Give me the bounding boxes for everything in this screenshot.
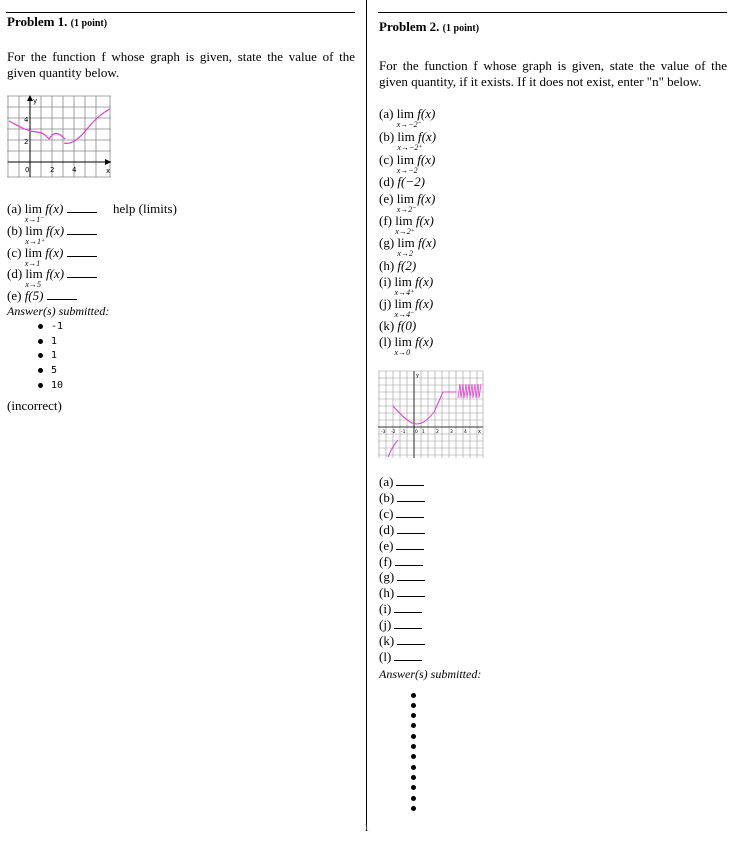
problem2-answer-row xyxy=(379,633,425,649)
problem2-part xyxy=(379,258,416,274)
answer-blank[interactable] xyxy=(397,522,425,534)
problem1-answers-label: Answer(s) submitted: xyxy=(7,304,110,318)
problem2-part xyxy=(379,274,434,297)
lim-subscript: x→−2⁺ xyxy=(397,143,423,152)
problem1-tick-y: 2 xyxy=(24,138,29,146)
lim-subscript: x→2 xyxy=(397,249,413,258)
answer-blank[interactable] xyxy=(394,617,422,629)
answer-label: (l) xyxy=(379,648,392,664)
answer-blank[interactable] xyxy=(396,506,424,518)
answer-blank[interactable] xyxy=(397,490,425,502)
bullet-dot xyxy=(411,754,416,759)
problem2-answer-row xyxy=(379,538,424,554)
part-label: (a) xyxy=(7,201,22,216)
problem1-tick-x: 4 xyxy=(72,166,77,174)
lim-subscript: x→2⁺ xyxy=(395,227,416,236)
part-label: (d) xyxy=(379,174,395,189)
problem1-part-a xyxy=(7,201,97,224)
function-expression: f(x) xyxy=(418,129,437,144)
lim-subscript: x→1 xyxy=(24,259,41,268)
problem1-tick-x: 0 xyxy=(25,166,30,174)
function-expression: f(x) xyxy=(45,201,64,216)
answer-label: (b) xyxy=(379,489,395,505)
function-expression: f(2) xyxy=(397,258,417,273)
problem2-statement: For the function f whose graph is given, state the value of the given quantity, if it exists. If it does not exist, enter "n" below. xyxy=(379,58,727,89)
problem2-curve-middle xyxy=(393,392,443,424)
limit-expression xyxy=(397,235,415,258)
part-label: (c) xyxy=(7,245,22,260)
problem2-part xyxy=(379,191,436,214)
bullet-dot xyxy=(411,703,416,708)
limit-expression xyxy=(25,266,43,289)
lim-subscript: x→2⁻ xyxy=(396,205,417,214)
lim-word: lim xyxy=(25,223,43,238)
bullet-dot xyxy=(411,713,416,718)
answer-blank-d[interactable] xyxy=(67,266,97,278)
page-number: 1 xyxy=(364,823,369,834)
problem2-part xyxy=(379,106,436,129)
function-expression: f(x) xyxy=(46,223,65,238)
problem2-oscillation xyxy=(458,384,481,398)
bullet-dot xyxy=(38,368,43,373)
bullet-dot xyxy=(38,339,43,344)
lim-subscript: x→−2 xyxy=(396,166,418,175)
problem2-tick-x: 0 xyxy=(415,430,418,435)
lim-word: lim xyxy=(396,191,415,206)
bullet-dot xyxy=(411,744,416,749)
lim-subscript: x→4⁺ xyxy=(394,288,415,297)
problem1-part-b xyxy=(7,223,97,246)
function-expression: f(x) xyxy=(417,191,436,206)
problem2-tick-x: 3 xyxy=(450,430,453,435)
submitted-answer xyxy=(38,380,63,391)
problem1-tick-y: 4 xyxy=(24,116,29,124)
limit-expression xyxy=(395,213,416,236)
bullet-dot xyxy=(411,806,416,811)
answer-blank[interactable] xyxy=(395,554,423,566)
problem2-answer-row xyxy=(379,601,422,617)
problem2-title-text: Problem 2. xyxy=(379,19,440,34)
problem1-title-text: Problem 1. xyxy=(7,14,68,29)
problem1-tick-x: 2 xyxy=(50,166,55,174)
part-label: (f) xyxy=(379,213,392,228)
problem1-y-label: y xyxy=(33,97,38,105)
answer-blank[interactable] xyxy=(397,633,425,645)
part-label: (e) xyxy=(379,191,394,206)
lim-word: lim xyxy=(396,106,415,121)
bullet-dot xyxy=(411,765,416,770)
answer-label: (k) xyxy=(379,633,395,648)
lim-word: lim xyxy=(394,334,412,349)
problem1-points: (1 point) xyxy=(70,18,108,29)
problem2-answer-row xyxy=(379,554,423,570)
lim-subscript: x→5 xyxy=(25,280,41,289)
problem1-part-d xyxy=(7,266,97,289)
problem2-x-label: x xyxy=(478,429,481,435)
lim-word: lim xyxy=(394,296,412,311)
answer-blank[interactable] xyxy=(394,649,422,661)
limit-expression xyxy=(396,152,418,175)
lim-word: lim xyxy=(24,201,43,216)
limit-expression xyxy=(394,296,415,319)
bullet-dot xyxy=(411,796,416,801)
limit-expression xyxy=(396,106,422,129)
part-label: (l) xyxy=(379,334,392,349)
answer-value: 1 xyxy=(51,336,58,347)
bullet-dot xyxy=(411,734,416,739)
limit-expression xyxy=(394,334,412,357)
answer-blank[interactable] xyxy=(396,538,424,550)
limit-expression xyxy=(24,245,43,268)
lim-subscript: x→−2⁻ xyxy=(396,120,422,129)
part-label: (a) xyxy=(379,106,394,121)
problem2-answer-row xyxy=(379,474,424,490)
help-limits-link[interactable]: help (limits) xyxy=(113,201,177,216)
problem2-answers-label: Answer(s) submitted: xyxy=(379,667,482,681)
lim-word: lim xyxy=(396,152,415,167)
function-expression: f(x) xyxy=(45,245,64,260)
problem2-tick-x: -2 xyxy=(391,430,396,435)
lim-word: lim xyxy=(24,245,43,260)
bullet-dot xyxy=(38,383,43,388)
problem2-answer-row xyxy=(379,490,425,506)
lim-word: lim xyxy=(397,235,415,250)
bullet-dot xyxy=(411,775,416,780)
part-label: (j) xyxy=(379,296,392,311)
part-label: (e) xyxy=(7,288,22,303)
problem2-tick-x: 2 xyxy=(436,430,439,435)
answer-blank-a[interactable] xyxy=(67,201,97,213)
problem2-tick-x: 1 xyxy=(422,430,425,435)
problem2-answer-row xyxy=(379,569,425,585)
answer-label: (j) xyxy=(379,617,392,633)
answer-value: -1 xyxy=(51,321,64,332)
function-expression: f(x) xyxy=(417,152,436,167)
function-expression: f(x) xyxy=(415,274,434,289)
lim-subscript: x→1⁺ xyxy=(25,237,46,246)
problem1-part-e xyxy=(7,288,77,304)
part-label: (k) xyxy=(379,318,395,333)
answer-label: (i) xyxy=(379,601,392,617)
answer-blank[interactable] xyxy=(397,569,425,581)
answer-label: (e) xyxy=(379,537,394,553)
part-label: (b) xyxy=(379,129,395,144)
function-expression: f(x) xyxy=(415,213,434,228)
answer-blank[interactable] xyxy=(396,474,424,486)
problem2-tick-x: -3 xyxy=(381,430,386,435)
problem2-tick-x: 4 xyxy=(464,430,467,435)
answer-blank-b[interactable] xyxy=(67,223,97,235)
answer-label: (h) xyxy=(379,585,395,601)
part-label: (b) xyxy=(7,223,23,238)
submitted-answer xyxy=(38,336,57,347)
limit-expression xyxy=(24,201,45,224)
problem2-answer-row xyxy=(379,522,425,538)
function-expression: f(0) xyxy=(397,318,417,333)
function-expression: f(x) xyxy=(46,266,65,281)
function-expression: f(−2) xyxy=(397,174,425,189)
problem2-answer-row xyxy=(379,649,422,665)
answer-label: (c) xyxy=(379,505,394,521)
answer-blank[interactable] xyxy=(397,585,425,597)
function-expression: f(x) xyxy=(418,235,437,250)
problem2-part xyxy=(379,235,437,258)
part-label: (g) xyxy=(379,235,395,250)
answer-label: (d) xyxy=(379,521,395,537)
problem1-title xyxy=(7,14,107,30)
function-expression: f(x) xyxy=(417,106,436,121)
problem2-title xyxy=(379,19,479,35)
bullet-dot xyxy=(411,785,416,790)
problem2-answer-row xyxy=(379,617,422,633)
answer-label: (f) xyxy=(379,553,392,569)
lim-word: lim xyxy=(394,274,412,289)
function-expression: f(5) xyxy=(24,288,44,303)
problem1-graph xyxy=(7,95,113,179)
problem2-answer-row xyxy=(379,585,425,601)
limit-expression xyxy=(396,191,417,214)
part-label: (c) xyxy=(379,152,394,167)
problem2-part xyxy=(379,213,434,236)
lim-subscript: x→1⁻ xyxy=(24,215,45,224)
problem2-graph xyxy=(378,370,484,460)
answer-label: (g) xyxy=(379,569,395,585)
column-divider xyxy=(366,0,367,824)
lim-word: lim xyxy=(397,129,415,144)
answer-label: (a) xyxy=(379,474,394,489)
bullet-dot xyxy=(38,353,43,358)
answer-value: 10 xyxy=(51,380,64,391)
bullet-dot xyxy=(38,324,43,329)
problem2-part xyxy=(379,296,434,319)
problem2-part xyxy=(379,174,425,190)
problem1-graph-grid xyxy=(7,96,111,177)
bullet-dot xyxy=(411,723,416,728)
problem2-y-label: y xyxy=(416,373,419,379)
answer-value: 1 xyxy=(51,350,58,361)
submitted-answer-empty xyxy=(411,803,424,814)
answer-blank-e[interactable] xyxy=(47,288,77,300)
problem2-part xyxy=(379,152,436,175)
submitted-answer xyxy=(38,350,57,361)
limit-expression xyxy=(394,274,415,297)
problem1-top-rule xyxy=(6,12,355,13)
part-label: (i) xyxy=(379,274,392,289)
problem2-tick-x: -1 xyxy=(401,430,406,435)
submitted-answer xyxy=(38,365,57,376)
problem2-points: (1 point) xyxy=(442,23,480,34)
problem2-part xyxy=(379,318,416,334)
answer-blank[interactable] xyxy=(394,601,422,613)
problem2-answer-row xyxy=(379,506,424,522)
part-label: (h) xyxy=(379,258,395,273)
problem1-status: (incorrect) xyxy=(7,398,62,413)
limit-expression xyxy=(25,223,46,246)
answer-blank-c[interactable] xyxy=(67,245,97,257)
problem2-part xyxy=(379,129,437,152)
lim-subscript: x→0 xyxy=(394,348,411,357)
lim-word: lim xyxy=(25,266,43,281)
problem2-part xyxy=(379,334,434,357)
part-label: (d) xyxy=(7,266,23,281)
problem1-part-c xyxy=(7,245,97,268)
lim-word: lim xyxy=(395,213,413,228)
function-expression: f(x) xyxy=(415,334,434,349)
limit-expression xyxy=(397,129,423,152)
answer-value: 5 xyxy=(51,365,58,376)
problem1-statement: For the function f whose graph is given, state the value of the given quantity below. xyxy=(7,49,355,80)
lim-subscript: x→4⁻ xyxy=(394,310,415,319)
function-expression: f(x) xyxy=(415,296,434,311)
problem1-x-label: x xyxy=(106,167,111,175)
submitted-answer xyxy=(38,321,63,332)
bullet-dot xyxy=(411,693,416,698)
problem2-top-rule xyxy=(378,12,727,13)
